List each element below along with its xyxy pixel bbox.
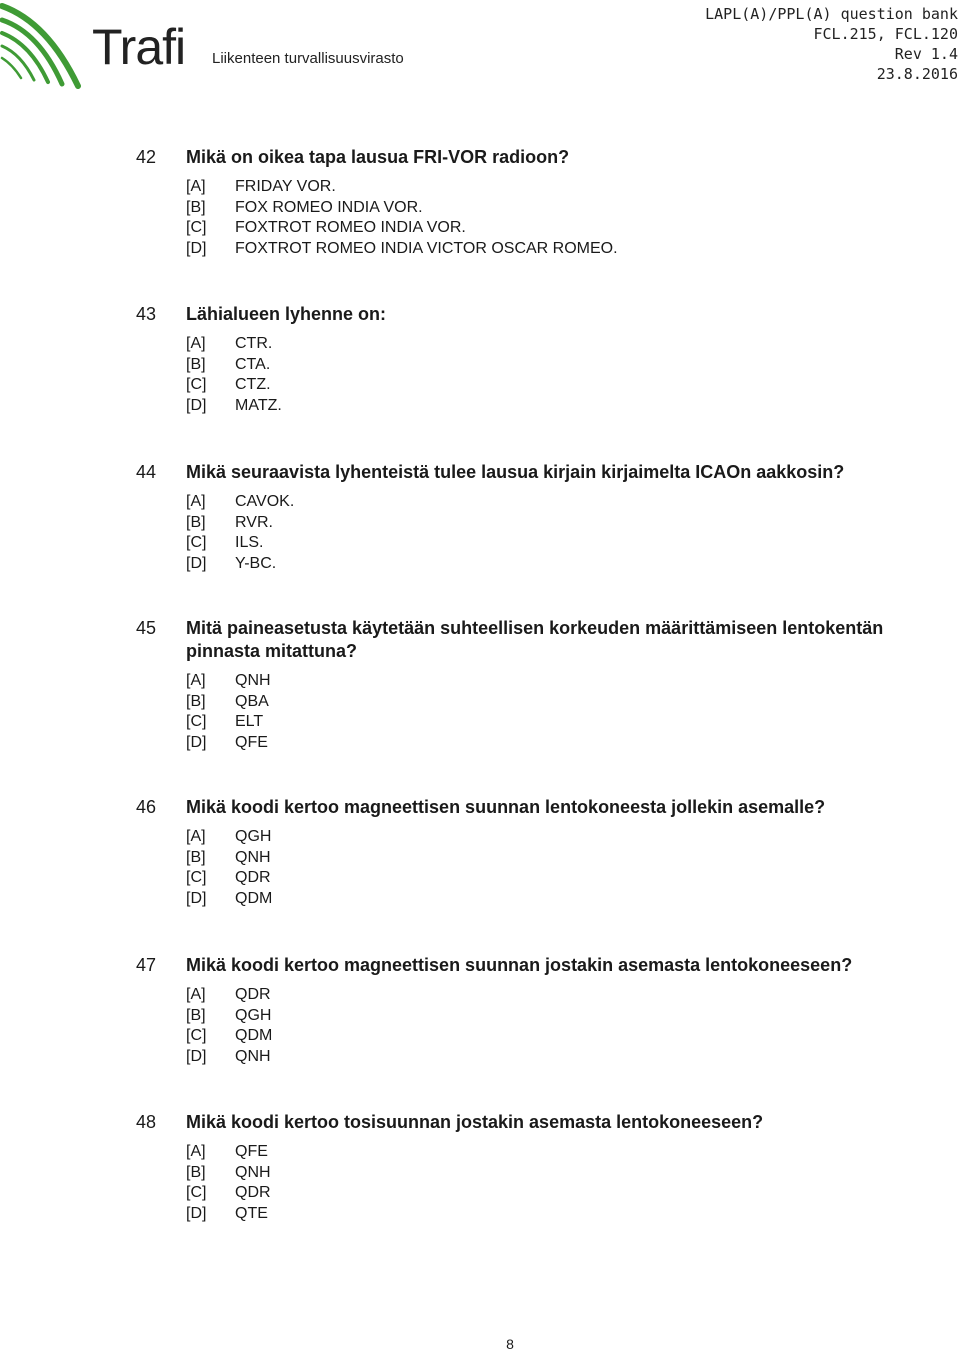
answer-options xyxy=(186,492,906,574)
question-block xyxy=(136,1111,906,1224)
option-text: QNH xyxy=(235,672,271,689)
option-text: QGH xyxy=(235,1006,272,1024)
option-letter: [D] xyxy=(186,1047,207,1065)
brand-subtitle: Liikenteen turvallisuusvirasto xyxy=(212,50,404,67)
option-letter: [D] xyxy=(186,733,207,751)
option-text: QDM xyxy=(235,1027,273,1044)
option-letter: [C] xyxy=(186,869,207,886)
doc-regulation: FCL.215, FCL.120 xyxy=(813,25,958,43)
option-text: QNH xyxy=(235,848,271,866)
question-header xyxy=(136,303,906,326)
option-letter: [D] xyxy=(186,396,207,414)
answer-option xyxy=(186,177,906,198)
answer-option xyxy=(186,533,906,554)
answer-option xyxy=(186,985,906,1006)
question-header xyxy=(136,796,906,819)
answer-option xyxy=(186,492,906,513)
option-letter: [D] xyxy=(186,554,207,572)
option-letter: [D] xyxy=(186,239,207,257)
option-letter: [B] xyxy=(186,355,206,373)
question-block xyxy=(136,617,906,753)
document-info xyxy=(705,4,958,84)
question-header xyxy=(136,461,906,484)
question-text: Lähialueen lyhenne on: xyxy=(186,304,387,324)
doc-revision: Rev 1.4 xyxy=(894,45,958,63)
option-letter: [B] xyxy=(186,848,206,866)
question-header xyxy=(136,954,906,977)
option-text: RVR. xyxy=(235,513,273,531)
page-number: 8 xyxy=(506,1336,514,1352)
trafi-swoosh-icon xyxy=(0,0,95,95)
option-text: QTE xyxy=(235,1204,268,1222)
answer-option xyxy=(186,239,906,260)
question-number: 44 xyxy=(136,462,157,482)
question-number: 48 xyxy=(136,1112,157,1132)
answer-option xyxy=(186,396,906,417)
question-text: Mikä on oikea tapa lausua FRI-VOR radioon? xyxy=(186,147,570,167)
answer-option xyxy=(186,198,906,219)
option-text: CAVOK. xyxy=(235,493,295,510)
option-letter: [C] xyxy=(186,1027,207,1044)
option-letter: [C] xyxy=(186,376,207,393)
answer-option xyxy=(186,1142,906,1163)
question-text: Mitä paineasetusta käytetään suhteellisen korkeuden määrittämiseen lentokentän pinnasta mitattuna? xyxy=(186,618,884,661)
option-text: CTZ. xyxy=(235,376,271,393)
option-letter: [B] xyxy=(186,692,206,710)
answer-options xyxy=(186,1142,906,1224)
answer-option xyxy=(186,375,906,396)
answer-option xyxy=(186,218,906,239)
option-text: Y-BC. xyxy=(235,554,277,572)
answer-options xyxy=(186,334,906,416)
question-number: 47 xyxy=(136,955,157,975)
question-block xyxy=(136,303,906,416)
answer-option xyxy=(186,513,906,534)
option-text: QNH xyxy=(235,1163,271,1181)
doc-title: LAPL(A)/PPL(A) question bank xyxy=(705,5,958,23)
option-letter: [A] xyxy=(186,828,206,845)
question-block xyxy=(136,461,906,574)
option-letter: [C] xyxy=(186,219,207,236)
option-text: QBA xyxy=(235,692,269,710)
question-number: 45 xyxy=(136,618,157,638)
option-text: QDM xyxy=(235,889,273,907)
answer-option xyxy=(186,334,906,355)
answer-option xyxy=(186,889,906,910)
answer-option xyxy=(186,733,906,754)
question-number: 46 xyxy=(136,797,157,817)
option-letter: [A] xyxy=(186,493,206,510)
answer-option xyxy=(186,1047,906,1068)
answer-option xyxy=(186,692,906,713)
option-text: FOXTROT ROMEO INDIA VOR. xyxy=(235,219,466,236)
option-text: QGH xyxy=(235,828,272,845)
question-number: 42 xyxy=(136,147,157,167)
question-number: 43 xyxy=(136,304,157,324)
option-text: CTR. xyxy=(235,335,273,352)
answer-options xyxy=(186,177,906,259)
option-letter: [A] xyxy=(186,178,206,195)
option-letter: [C] xyxy=(186,1184,207,1201)
option-text: FRIDAY VOR. xyxy=(235,178,336,195)
answer-option xyxy=(186,712,906,733)
answer-option xyxy=(186,1163,906,1184)
option-text: QDR xyxy=(235,869,271,886)
question-text: Mikä seuraavista lyhenteistä tulee lausua kirjain kirjaimelta ICAOn aakkosin? xyxy=(186,462,845,482)
option-text: CTA. xyxy=(235,355,271,373)
question-text: Mikä koodi kertoo magneettisen suunnan lentokoneesta jollekin asemalle? xyxy=(186,797,826,817)
answer-options xyxy=(186,827,906,909)
question-text: Mikä koodi kertoo magneettisen suunnan jostakin asemasta lentokoneeseen? xyxy=(186,955,853,975)
answer-option xyxy=(186,671,906,692)
answer-option xyxy=(186,1026,906,1047)
answer-option xyxy=(186,1006,906,1027)
option-text: ILS. xyxy=(235,534,264,551)
option-letter: [C] xyxy=(186,713,207,730)
answer-option xyxy=(186,848,906,869)
answer-option xyxy=(186,1183,906,1204)
answer-option xyxy=(186,554,906,575)
option-text: FOXTROT ROMEO INDIA VICTOR OSCAR ROMEO. xyxy=(235,239,618,257)
option-text: ELT xyxy=(235,713,264,730)
option-letter: [A] xyxy=(186,986,206,1003)
doc-date: 23.8.2016 xyxy=(876,65,958,83)
option-text: QDR xyxy=(235,986,271,1003)
option-letter: [D] xyxy=(186,1204,207,1222)
option-letter: [B] xyxy=(186,1163,206,1181)
answer-option xyxy=(186,868,906,889)
brand-name: Trafi xyxy=(92,19,186,75)
question-block xyxy=(136,954,906,1067)
question-header xyxy=(136,146,906,169)
option-letter: [C] xyxy=(186,534,207,551)
option-letter: [A] xyxy=(186,672,206,689)
question-block xyxy=(136,146,906,259)
question-header xyxy=(136,617,906,663)
answer-options xyxy=(186,671,906,753)
option-letter: [A] xyxy=(186,335,206,352)
option-text: QNH xyxy=(235,1047,271,1065)
option-text: QDR xyxy=(235,1184,271,1201)
answer-option xyxy=(186,827,906,848)
option-text: QFE xyxy=(235,1143,268,1160)
option-letter: [B] xyxy=(186,513,206,531)
question-text: Mikä koodi kertoo tosisuunnan jostakin asemasta lentokoneeseen? xyxy=(186,1112,764,1132)
trafi-logo xyxy=(0,0,420,95)
answer-option xyxy=(186,1204,906,1225)
option-letter: [A] xyxy=(186,1143,206,1160)
answer-options xyxy=(186,985,906,1067)
option-text: FOX ROMEO INDIA VOR. xyxy=(235,198,423,216)
question-header xyxy=(136,1111,906,1134)
option-text: MATZ. xyxy=(235,396,282,414)
option-letter: [B] xyxy=(186,198,206,216)
option-letter: [B] xyxy=(186,1006,206,1024)
question-block xyxy=(136,796,906,909)
option-text: QFE xyxy=(235,733,268,751)
option-letter: [D] xyxy=(186,889,207,907)
answer-option xyxy=(186,355,906,376)
